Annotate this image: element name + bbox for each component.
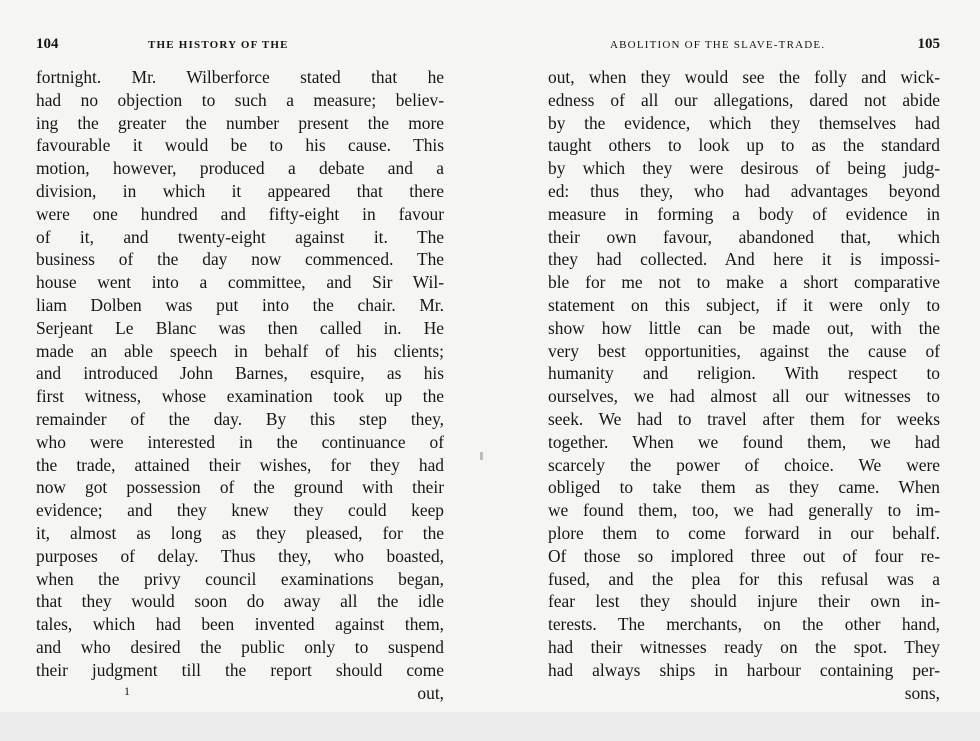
right-running-head [548, 38, 940, 58]
text-line: who were interested in the continuance of [36, 431, 444, 452]
left-running-title: THE HISTORY OF THE [148, 39, 289, 51]
text-line: fused, and the plea for this refusal was a [548, 568, 940, 589]
text-line: plore them to come forward in our behalf. [548, 522, 940, 543]
text-line: Of those so implored three out of four re- [548, 545, 940, 566]
text-line: were one hundred and fifty-eight in favour [36, 203, 444, 224]
text-line: when the privy council examinations began, [36, 568, 444, 589]
gutter-speck [480, 452, 483, 460]
text-line: and introduced John Barnes, esquire, as his [36, 363, 444, 384]
text-line: now got possession of the ground with their [36, 477, 444, 498]
text-line: taught others to look up to as the standard [548, 135, 940, 156]
signature-mark: 1 [124, 683, 130, 698]
left-footer [36, 682, 444, 704]
left-page-number: 104 [36, 36, 59, 52]
text-line: they had collected. And here it is impossi- [548, 249, 940, 270]
text-line: Serjeant Le Blanc was then called in. He [36, 317, 444, 338]
text-line: remainder of the day. By this step they, [36, 408, 444, 429]
text-line: purposes of delay. Thus they, who boasted, [36, 545, 444, 566]
text-line: had always ships in harbour containing per- [548, 659, 940, 680]
text-line: liam Dolben was put into the chair. Mr. [36, 294, 444, 315]
text-line: obliged to take them as they came. When [548, 477, 940, 498]
text-line: made an able speech in behalf of his clients; [36, 340, 444, 361]
text-line: measure in forming a body of evidence in [548, 203, 940, 224]
right-catchword: sons, [904, 682, 940, 703]
text-line: fear lest they should injure their own in- [548, 591, 940, 612]
text-line: by which they were desirous of being judg- [548, 158, 940, 179]
text-line: humanity and religion. With respect to [548, 363, 940, 384]
right-page-number: 105 [917, 36, 940, 52]
scan-bottom-band [0, 712, 980, 741]
text-line: it, almost as long as they pleased, for the [36, 522, 444, 543]
text-line: house went into a committee, and Sir Wil- [36, 272, 444, 293]
text-line: their judgment till the report should come [36, 659, 444, 680]
text-line: ed: thus they, who had advantages beyond [548, 180, 940, 201]
text-line: of it, and twenty-eight against it. The [36, 226, 444, 247]
text-line: had their witnesses ready on the spot. They [548, 636, 940, 657]
right-running-title: ABOLITION OF THE SLAVE-TRADE. [610, 39, 826, 51]
text-line: favourable it would be to his cause. This [36, 135, 444, 156]
text-line: first witness, whose examination took up the [36, 386, 444, 407]
text-line: statement on this subject, if it were only to [548, 294, 940, 315]
text-line: ing the greater the number present the more [36, 112, 444, 133]
text-line: motion, however, produced a debate and a [36, 158, 444, 179]
text-line: scarcely the power of choice. We were [548, 454, 940, 475]
text-line: by the evidence, which they themselves had [548, 112, 940, 133]
left-running-head [36, 38, 444, 58]
text-line: seek. We had to travel after them for weeks [548, 408, 940, 429]
text-line: their own favour, abandoned that, which [548, 226, 940, 247]
right-body-text [548, 66, 940, 704]
right-footer [548, 682, 940, 704]
text-line: fortnight. Mr. Wilberforce stated that he [36, 67, 444, 87]
text-line: we found them, too, we had generally to im- [548, 500, 940, 521]
text-line: terests. The merchants, on the other hand, [548, 614, 940, 635]
text-line: the trade, attained their wishes, for they had [36, 454, 444, 475]
text-line: together. When we found them, we had [548, 431, 940, 452]
text-line: out, when they would see the folly and wick- [548, 67, 940, 87]
text-line: very best opportunities, against the cause of [548, 340, 940, 361]
text-line: evidence; and they knew they could keep [36, 500, 444, 521]
text-line: business of the day now commenced. The [36, 249, 444, 270]
text-line: edness of all our allegations, dared not abide [548, 89, 940, 110]
text-line: ble for me not to make a short comparative [548, 272, 940, 293]
left-catchword: out, [417, 682, 444, 703]
text-line: show how little can be made out, with the [548, 317, 940, 338]
text-line: had no objection to such a measure; believ- [36, 89, 444, 110]
left-body-text [36, 66, 444, 704]
text-line: and who desired the public only to suspend [36, 636, 444, 657]
text-line: ourselves, we had almost all our witnesses to [548, 386, 940, 407]
text-line: division, in which it appeared that there [36, 180, 444, 201]
text-line: that they would soon do away all the idle [36, 591, 444, 612]
text-line: tales, which had been invented against them, [36, 614, 444, 635]
